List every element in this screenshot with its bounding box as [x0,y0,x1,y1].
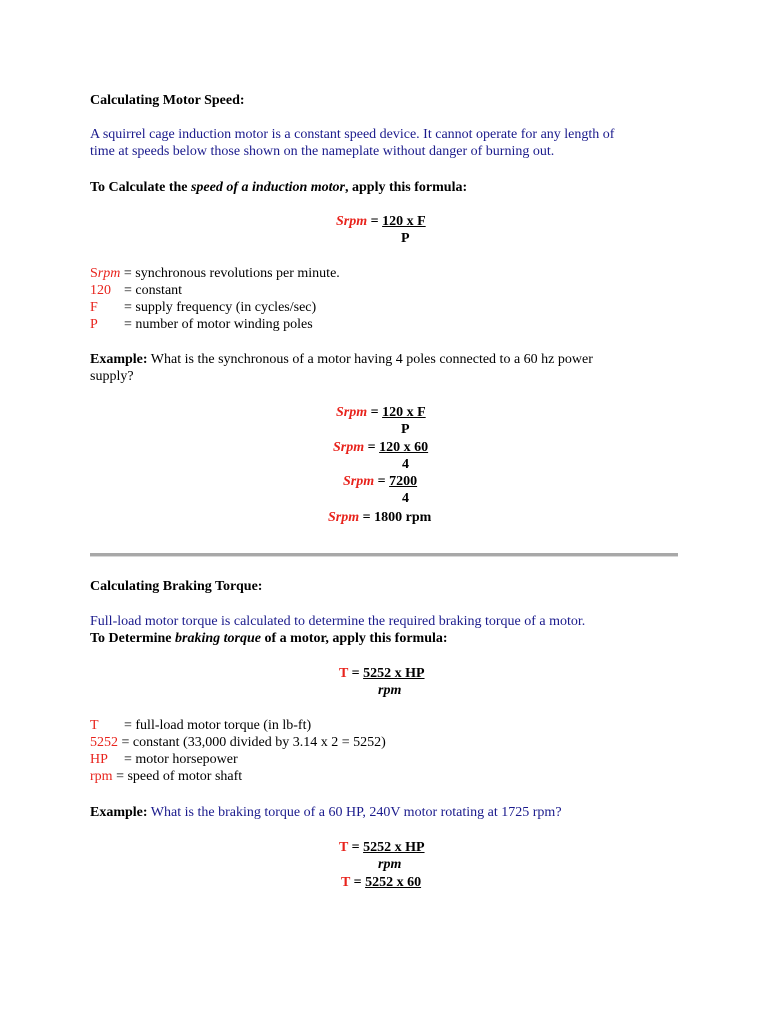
def-text: = supply frequency (in cycles/sec) [124,300,317,315]
apply-suffix: , apply this formula: [345,180,468,195]
section-heading-braking-torque: Calculating Braking Torque: [90,579,263,594]
definition-f [90,299,316,316]
step-lhs: Srpm [336,405,368,420]
step-numerator: 5252 x HP [363,840,425,855]
definition-p [90,316,313,333]
apply-prefix: To Calculate the [90,180,191,195]
section-heading-motor-speed: Calculating Motor Speed: [90,93,245,108]
def-sym: 5252 [90,735,118,750]
formula-numerator: 5252 x HP [363,666,425,681]
def-sym: P [90,317,98,332]
formula-lhs: T [339,666,349,681]
step-eq: = [374,474,390,489]
srpm-formula-denominator: P [401,231,410,246]
motor-speed-example-line-2: supply? [90,369,134,384]
step-2-denominator: 4 [402,457,409,472]
def-text: = constant [124,283,183,298]
step-numerator: 120 x F [382,405,426,420]
def-text: = number of motor winding poles [124,317,313,332]
def-sym: HP [90,752,108,767]
step-lhs: Srpm [333,440,365,455]
step-4-result [328,509,431,526]
definition-t [90,717,311,734]
torque-step-1-numerator-line [339,839,425,856]
def-text: = constant (33,000 divided by 3.14 x 2 = 5252) [118,735,386,750]
example-label: Example: [90,805,148,820]
formula-eq: = [367,214,383,229]
def-sym: F [90,300,98,315]
step-eq: = [350,875,366,890]
apply-prefix: To Determine [90,631,176,646]
definition-5252 [90,734,386,751]
step-lhs: T [339,840,349,855]
braking-torque-example [90,804,562,821]
definition-srpm [90,265,340,282]
step-lhs: Srpm [343,474,375,489]
torque-formula-numerator-line [339,665,425,682]
example-text: What is the synchronous of a motor having 4 poles connected to a 60 hz power [147,352,593,367]
def-sym: rpm [90,769,113,784]
step-eq: = [359,510,375,525]
motor-speed-intro-line-1: A squirrel cage induction motor is a constant speed device. It cannot operate for any length of [90,127,615,142]
step-eq: = [367,405,383,420]
step-numerator: 7200 [389,474,418,489]
section-divider [90,553,678,557]
def-text: = full-load motor torque (in lb-ft) [124,718,312,733]
braking-torque-intro: Full-load motor torque is calculated to determine the required braking torque of a motor. [90,614,586,629]
motor-speed-apply-formula-text [90,179,467,196]
step-eq: = [364,440,380,455]
def-sym-s: S [90,266,98,281]
step-numerator: 120 x 60 [379,440,429,455]
torque-step-1-denominator: rpm [378,857,402,872]
torque-step-2-numerator-line [341,874,421,891]
def-sym-rpm: rpm [97,266,121,281]
definition-rpm [90,768,242,785]
srpm-formula-numerator-line [336,213,426,230]
braking-torque-apply-formula-text [90,630,448,647]
step-1-numerator-line [336,404,426,421]
step-3-denominator: 4 [402,491,409,506]
def-sym: T [90,718,99,733]
step-numerator: 5252 x 60 [365,875,422,890]
step-3-numerator-line [343,473,417,490]
def-sym: 120 [90,283,111,298]
torque-formula-denominator: rpm [378,683,402,698]
def-text: = speed of motor shaft [112,769,243,784]
formula-lhs: Srpm [336,214,368,229]
step-1-denominator: P [401,422,410,437]
example-label: Example: [90,352,148,367]
def-text: = motor horsepower [124,752,238,767]
motor-speed-intro-line-2: time at speeds below those shown on the nameplate without danger of burning out. [90,144,555,159]
def-text: = synchronous revolutions per minute. [120,266,340,281]
step-eq: = [348,840,364,855]
formula-eq: = [348,666,364,681]
motor-speed-example-line-1 [90,351,593,368]
step-lhs: Srpm [328,510,360,525]
step-result: 1800 rpm [374,510,432,525]
apply-italic: speed of a induction motor [190,180,345,195]
definition-120 [90,282,182,299]
apply-italic: braking torque [175,631,261,646]
apply-suffix: of a motor, apply this formula: [261,631,448,646]
step-2-numerator-line [333,439,428,456]
formula-numerator: 120 x F [382,214,426,229]
definition-hp [90,751,238,768]
step-lhs: T [341,875,351,890]
example-text: What is the braking torque of a 60 HP, 240V motor rotating at 1725 rpm? [147,805,562,820]
